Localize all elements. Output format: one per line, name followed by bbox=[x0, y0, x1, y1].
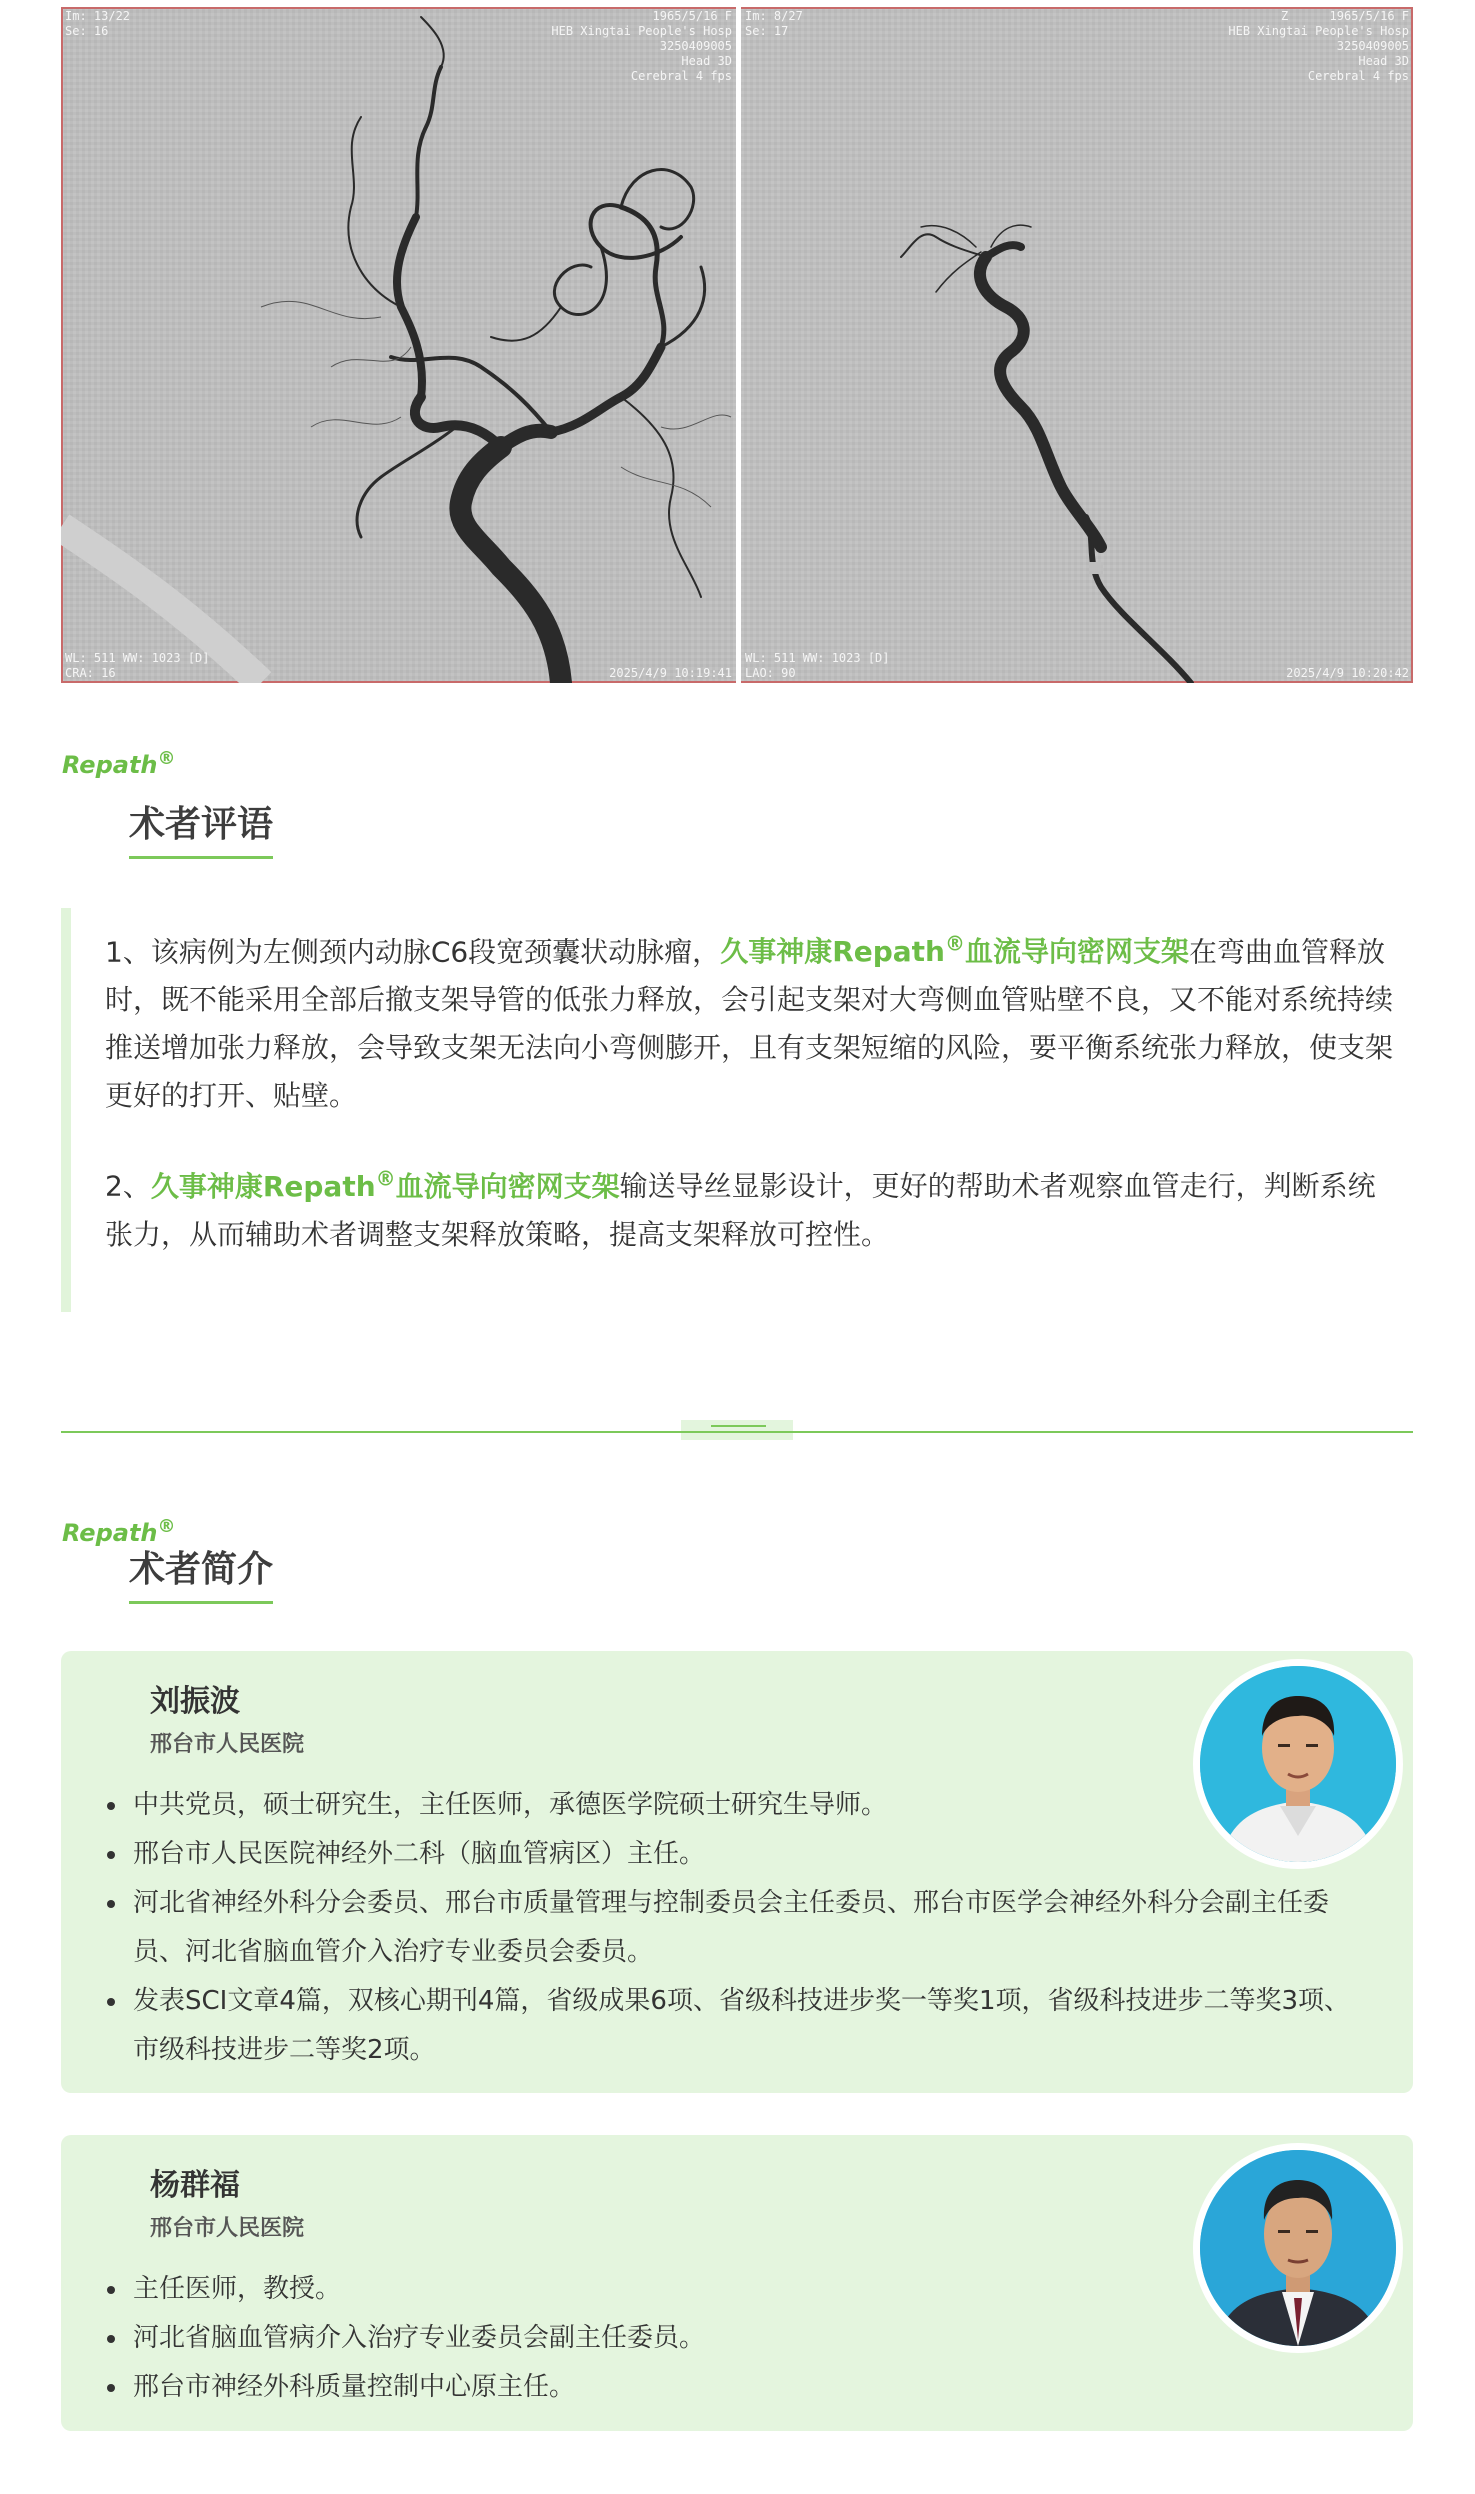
divider-accent bbox=[681, 1420, 793, 1440]
comment-text: 在弯曲血管释放时，既不能采用全部后撤支架导管的低张力释放，会引起支架对大弯侧血管贴壁不良，又不能对系统持续推送增加张力释放，会导致支架无法向小弯侧膨开，且有支架短缩的风险，要平衡系统张力释放，使支架更好的打开、贴壁。 bbox=[105, 935, 1394, 1113]
surgeon-card-2 bbox=[61, 2135, 1413, 2431]
bio-item: 中共党员，硕士研究生，主任医师，承德医学院硕士研究生导师。 bbox=[103, 1781, 1373, 1830]
series-number: Se: 16 bbox=[65, 24, 109, 38]
image-info-top-left bbox=[65, 9, 130, 39]
product-brand: 久事神康Repath bbox=[720, 935, 945, 969]
comment-paragraph-1 bbox=[105, 920, 1393, 1120]
angiogram-lateral-view bbox=[741, 7, 1413, 683]
product-name bbox=[720, 932, 1190, 969]
surgeon-bio-list bbox=[103, 1781, 1373, 2075]
bio-item: 邢台市人民医院神经外二科（脑血管病区）主任。 bbox=[103, 1830, 1373, 1879]
surgeon-name: 杨群福 bbox=[150, 2168, 240, 2203]
patient-id: 3250409005 bbox=[659, 39, 732, 53]
section-title-intro: 术者简介 bbox=[129, 1545, 273, 1604]
bio-item: 发表SCI文章4篇，双核心期刊4篇，省级成果6项、省级科技进步奖一等奖1项，省级科技进步二等奖3项、市级科技进步二等奖2项。 bbox=[103, 1977, 1373, 2075]
bio-item: 主任医师，教授。 bbox=[103, 2265, 1373, 2314]
projection-angle: LAO: 90 bbox=[745, 666, 796, 680]
series-number: Se: 17 bbox=[745, 24, 789, 38]
brand-text: Repath bbox=[62, 751, 158, 779]
product-name bbox=[150, 1166, 620, 1203]
product-type: 血流导向密网支架 bbox=[395, 1169, 620, 1203]
surgeon-name: 刘振波 bbox=[150, 1684, 240, 1719]
registered-mark: ® bbox=[945, 932, 965, 956]
image-info-top-right bbox=[551, 9, 732, 84]
brand-label bbox=[62, 1516, 176, 1547]
section-title-comments: 术者评语 bbox=[129, 800, 273, 859]
brand-text: Repath bbox=[62, 1519, 158, 1547]
product-type: 血流导向密网支架 bbox=[965, 935, 1190, 969]
surgeon-photo bbox=[1193, 2143, 1403, 2353]
image-number: Im: 13/22 bbox=[65, 9, 131, 23]
registered-mark: ® bbox=[157, 748, 176, 769]
bio-item: 邢台市神经外科质量控制中心原主任。 bbox=[103, 2363, 1373, 2412]
orientation-marker: Z bbox=[1281, 9, 1289, 23]
image-info-bottom-left bbox=[745, 651, 890, 681]
comment-text: 输送导丝显影设计，更好的帮助术者观察血管走行，判断系统张力，从而辅助术者调整支架释放策略，提高支架释放可控性。 bbox=[105, 1169, 1376, 1251]
surgeon-bio-list bbox=[103, 2265, 1373, 2412]
patient-birthdate: 1965/5/16 F bbox=[652, 9, 732, 23]
projection-angle: CRA: 16 bbox=[65, 666, 116, 680]
brand-label bbox=[62, 748, 176, 779]
divider-accent-line bbox=[711, 1425, 766, 1427]
image-info-top-left bbox=[745, 9, 803, 39]
frame-rate: Cerebral 4 fps bbox=[1307, 69, 1409, 83]
surgeon-hospital: 邢台市人民医院 bbox=[150, 1732, 305, 1757]
window-level: WL: 511 WW: 1023 [D] bbox=[745, 651, 890, 665]
surgeon-photo bbox=[1193, 1659, 1403, 1869]
surgeon-hospital: 邢台市人民医院 bbox=[150, 2216, 305, 2241]
surgeon-card-1 bbox=[61, 1651, 1413, 2093]
product-brand: 久事神康Repath bbox=[150, 1169, 376, 1203]
window-level: WL: 511 WW: 1023 [D] bbox=[65, 651, 210, 665]
image-info-bottom-left bbox=[65, 651, 210, 681]
angiography-images bbox=[61, 7, 1413, 683]
registered-mark: ® bbox=[375, 1166, 396, 1191]
bio-item: 河北省神经外科分会委员、邢台市质量管理与控制委员会主任委员、邢台市医学会神经外科分会副主任委员、河北省脑血管介入治疗专业委员会委员。 bbox=[103, 1879, 1373, 1977]
comment-text: 1、该病例为左侧颈内动脉C6段宽颈囊状动脉瘤， bbox=[105, 935, 721, 969]
surgeon-comments bbox=[61, 908, 1413, 1312]
section-divider bbox=[61, 1420, 1413, 1440]
bio-item: 河北省脑血管病介入治疗专业委员会副主任委员。 bbox=[103, 2314, 1373, 2363]
patient-id: 3250409005 bbox=[1336, 39, 1409, 53]
registered-mark: ® bbox=[157, 1516, 176, 1537]
image-number: Im: 8/27 bbox=[745, 9, 803, 23]
angiogram-frontal-view bbox=[61, 7, 736, 683]
hospital-name: HEB Xingtai People's Hosp bbox=[551, 24, 732, 38]
image-info-top-right bbox=[1228, 9, 1409, 84]
image-timestamp: 2025/4/9 10:20:42 bbox=[1286, 666, 1409, 680]
hospital-name: HEB Xingtai People's Hosp bbox=[1228, 24, 1409, 38]
comment-text: 2、 bbox=[105, 1169, 151, 1203]
protocol: Head 3D bbox=[681, 54, 732, 68]
divider-line bbox=[61, 1431, 1413, 1433]
frame-rate: Cerebral 4 fps bbox=[630, 69, 732, 83]
image-timestamp: 2025/4/9 10:19:41 bbox=[609, 666, 732, 680]
comment-paragraph-2 bbox=[105, 1154, 1393, 1258]
protocol: Head 3D bbox=[1358, 54, 1409, 68]
patient-birthdate: 1965/5/16 F bbox=[1329, 9, 1409, 23]
